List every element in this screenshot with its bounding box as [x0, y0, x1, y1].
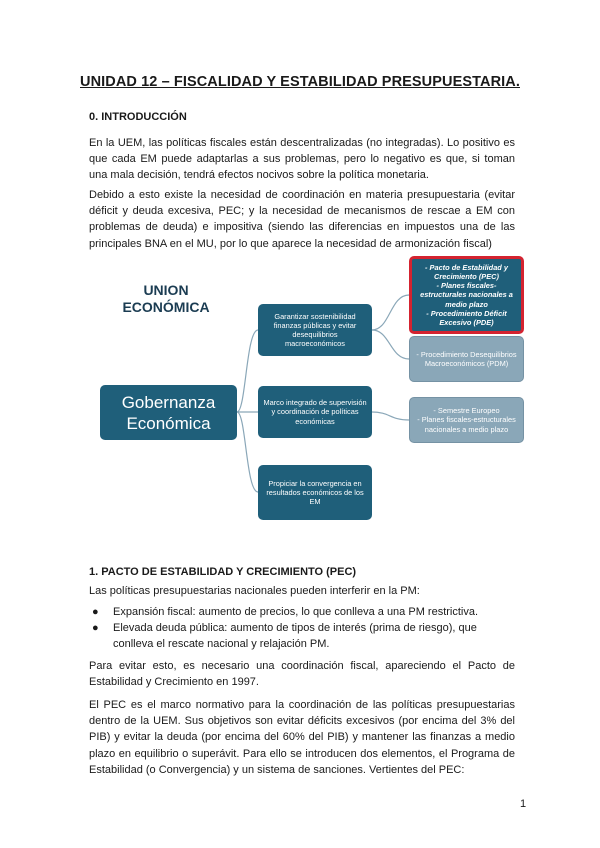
list-item [89, 620, 515, 652]
union-economica-title [116, 282, 216, 316]
gobernanza-line-1: Gobernanza [121, 392, 216, 412]
pec-paragraph-3: El PEC es el marco normativo para la coordinación de las políticas presupuestarias dentro de la UEM. Sus objetivos son evitar déficits excesivos (por encima del 3% del PIB) y evitar la deuda (por encima del 60% del PIB) y mantener las finanzas a medio plazo en equilibrio o superávit. Para ello se introducen dos elementos, el Programa de Estabilidad (o Convergencia) y un sistema de sanciones. Vertientes del PEC: [89, 699, 515, 776]
instrument-planes-medio-plazo: - Planes fiscales-estructurales nacionales a medio plazo [417, 415, 516, 434]
objective-box-supervision: Marco integrado de supervisión y coordinación de políticas económicas [258, 386, 372, 438]
gobernanza-economica-box [100, 385, 237, 440]
union-title-line-2: ECONÓMICA [122, 299, 210, 315]
list-item [89, 604, 515, 620]
bullet-icon: ● [92, 622, 99, 635]
pec-paragraph-2: Para evitar esto, es necesario una coordinación fiscal, apareciendo el Pacto de Estabilidad y Crecimiento en 1997. [89, 660, 515, 689]
instrument-pde: - Procedimiento Déficit Excesivo (PDE) [426, 308, 507, 327]
page-number: 1 [520, 798, 527, 810]
gobernanza-line-2: Económica [126, 413, 211, 433]
instrument-box-pec-highlighted [409, 256, 524, 334]
instrument-pec: - Pacto de Estabilidad y Crecimiento (PEC) [425, 262, 508, 281]
pec-paragraph-1: Las políticas presupuestarias nacionales pueden interferir en la PM: [89, 585, 420, 597]
objective-box-convergencia: Propiciar la convergencia en resultados económicos de los EM [258, 465, 372, 520]
instrument-planes-fiscales: - Planes fiscales-estructurales nacionales a medio plazo [420, 281, 513, 309]
intro-paragraph-1: En la UEM, las políticas fiscales están descentralizadas (no integradas). Lo positivo es que cada EM puede adaptarlas a sus problemas, pero lo negativo es que, si toman una mala decisión, tendrá efectos nocivos sobre la política monetaria. [89, 137, 515, 182]
pec-heading: 1. PACTO DE ESTABILIDAD Y CRECIMIENTO (PEC) [89, 566, 357, 578]
intro-paragraph-2: Debido a esto existe la necesidad de coordinación en materia presupuestaria (evitar déficit y deuda excesiva, PEC; y la necesidad de mecanismos de rescae a EM con problemas de deuda) e impositiva (siendo las diferencias en impuestos una de las principales BNA en el MU, por lo que aparece la necesidad de armonización fiscal) [89, 189, 515, 250]
bullet-text: Expansión fiscal: aumento de precios, lo que conlleva a una PM restrictiva. [113, 606, 479, 618]
bullet-text: Elevada deuda pública: aumento de tipos de interés (prima de riesgo), que conlleva el rescate nacional y relajación PM. [113, 622, 477, 651]
bullet-icon: ● [92, 606, 99, 618]
governance-diagram [94, 254, 518, 526]
pec-bullet-list [89, 604, 515, 653]
union-title-line-1: UNION [143, 282, 189, 298]
instrument-box-semestre [409, 397, 524, 443]
instrument-semestre-europeo: - Semestre Europeo [433, 406, 500, 416]
objective-box-sostenibilidad: Garantizar sostenibilidad finanzas públicas y evitar desequilibrios macroeconómicos [258, 304, 372, 356]
instrument-box-pdm: - Procedimiento Desequilibrios Macroeconómicos (PDM) [409, 336, 524, 382]
intro-heading: 0. INTRODUCCIÓN [89, 111, 187, 123]
page-title: UNIDAD 12 – FISCALIDAD Y ESTABILIDAD PRESUPUESTARIA. [80, 74, 520, 90]
